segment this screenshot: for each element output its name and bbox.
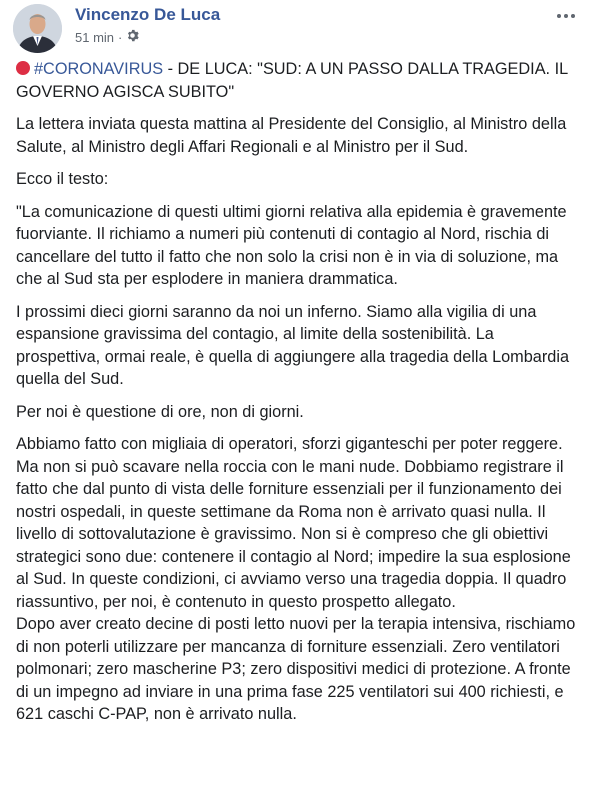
more-options-button[interactable] xyxy=(553,6,579,26)
paragraph: La lettera inviata questa mattina al Presidente del Consiglio, al Ministro della Salute, al Ministro degli Affari Regionali e al Ministro per il Sud. xyxy=(16,115,567,156)
gear-icon xyxy=(126,29,139,45)
paragraph: "La comunicazione di questi ultimi giorni relativa alla epidemia è gravemente fuorviante. Il richiamo a numeri più contenuti di contagio al Nord, rischia di cancellare del tutto il fatto che non solo la crisi non è in via di soluzione, ma che al Sud sta per esplodere in maniera drammatica. xyxy=(16,202,567,288)
paragraph: I prossimi dieci giorni saranno da noi un inferno. Siamo alla vigilia di una espansione gravissima del contagio, al limite della sostenibilità. La prospettiva, ormai reale, è quella di aggiungere alla tragedia della Lombardia quella del Sud. xyxy=(16,302,570,388)
post-body xyxy=(16,58,579,726)
headline-text: - DE LUCA: "SUD: A UN PASSO DALLA TRAGEDIA. IL GOVERNO AGISCA SUBITO" xyxy=(16,60,568,101)
dot-icon xyxy=(557,14,561,18)
post-time[interactable]: 51 min xyxy=(75,29,115,45)
paragraph: Abbiamo fatto con migliaia di operatori, sforzi giganteschi per poter reggere. Ma non si può scavare nella roccia con le mani nude. Dobbiamo registrare il fatto che dal punto di vista delle forniture essenziali per il funzionamento dei nostri ospedali, in queste settimane da Roma non è arrivato quasi nulla. Il livello di sottovalutazione è gravissimo. Non si è compreso che gli obiettivi strategici sono due: contenere il contagio al Nord; impedire la sua esplosione al Sud. In queste condizioni, ci avviamo verso una tragedia doppia. Il quadro riassuntivo, per noi, è contenuto in questo prospetto allegato. xyxy=(16,435,571,611)
profile-photo xyxy=(13,4,62,53)
hashtag-link[interactable]: #CORONAVIRUS xyxy=(34,60,164,78)
author-name[interactable]: Vincenzo De Luca xyxy=(75,5,221,24)
post-meta xyxy=(75,29,139,45)
meta-separator: · xyxy=(118,29,123,45)
dot-icon xyxy=(564,14,568,18)
paragraph: Per noi è questione di ore, non di giorni. xyxy=(16,402,304,421)
post-header xyxy=(13,4,583,54)
paragraph: Ecco il testo: xyxy=(16,170,109,188)
avatar[interactable] xyxy=(13,4,62,53)
post-headline xyxy=(16,58,579,103)
dot-icon xyxy=(571,14,575,18)
red-circle-icon xyxy=(16,61,30,75)
paragraph: Dopo aver creato decine di posti letto nuovi per la terapia intensiva, rischiamo di non poterli utilizzare per mancanza di forniture essenziali. Zero ventilatori polmonari; zero mascherine P3; zero dispositivi medici di protezione. A fronte di un impegno ad inviare in una prima fase 225 ventilatori sui 400 richiesti, e 621 caschi C-PAP, non è arrivato nulla. xyxy=(16,615,576,723)
